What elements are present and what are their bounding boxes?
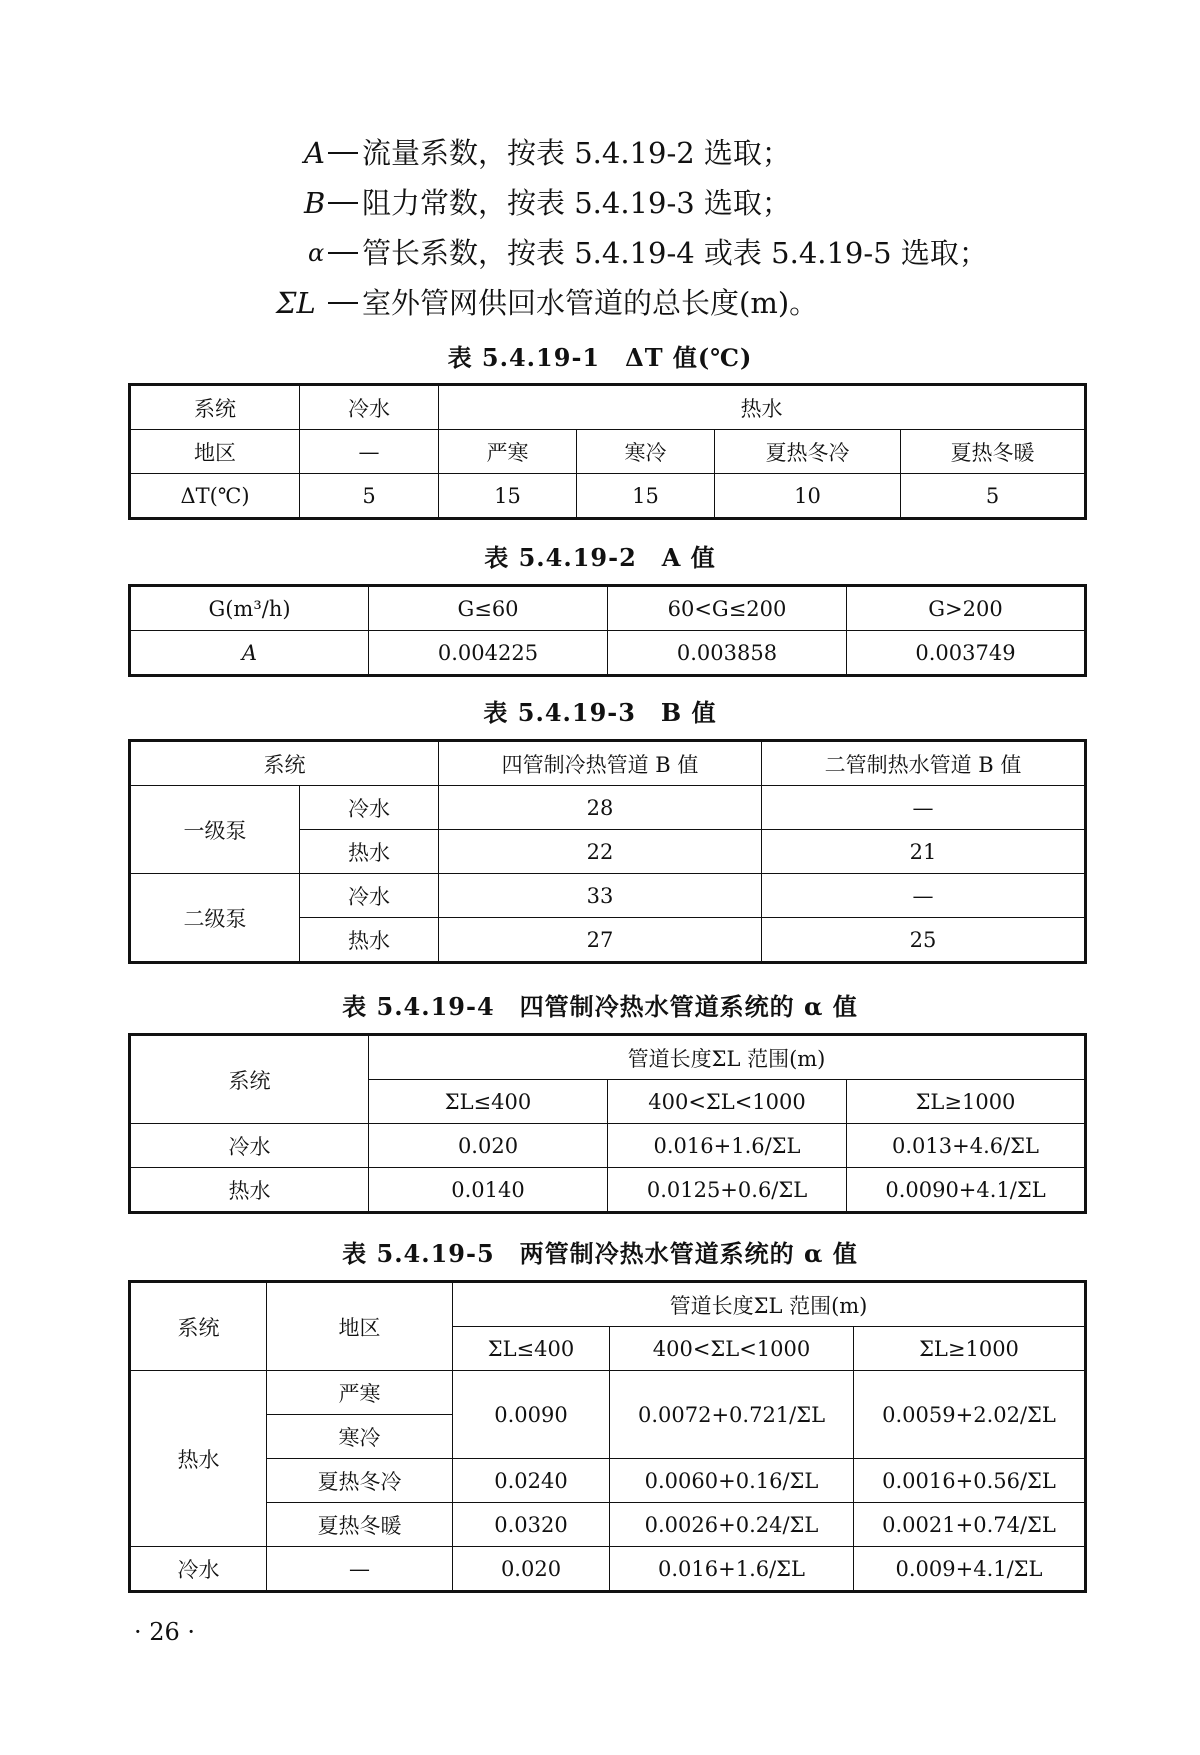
table-cell: ΣL≤400 xyxy=(453,1327,610,1371)
table-cell: 5 xyxy=(300,474,439,519)
table-cell: 60<G≤200 xyxy=(608,586,847,631)
table-cell: 0.0016+0.56/ΣL xyxy=(854,1459,1086,1503)
definition-text: 流量系数，按表 5.4.19-2 选取； xyxy=(362,136,791,170)
table-cell: 0.020 xyxy=(453,1547,610,1592)
table-cell: 系统 xyxy=(130,385,300,430)
table-row xyxy=(130,430,1086,474)
table-cell: 热水 xyxy=(130,1168,369,1213)
table-cell: 22 xyxy=(439,830,762,874)
definition-text: 室外管网供回水管道的总长度(m)。 xyxy=(362,286,819,320)
table-cell: 寒冷 xyxy=(267,1415,453,1459)
page-number: · 26 · xyxy=(134,1618,196,1646)
table-row xyxy=(130,786,1086,830)
table3-b-value xyxy=(128,739,1087,964)
table-cell: 管道长度ΣL 范围(m) xyxy=(453,1282,1086,1327)
table-row xyxy=(130,1371,1086,1415)
table-cell: 0.004225 xyxy=(369,631,608,676)
table1-caption: 表 5.4.19-1 ΔT 值(℃) xyxy=(447,343,753,372)
table-row xyxy=(130,586,1086,631)
table-cell: 冷水 xyxy=(300,786,439,830)
table2-caption: 表 5.4.19-2 A 值 xyxy=(484,543,716,572)
table-cell: 0.016+1.6/ΣL xyxy=(610,1547,854,1592)
table-cell: 严寒 xyxy=(267,1371,453,1415)
table-cell: 管道长度ΣL 范围(m) xyxy=(369,1035,1086,1080)
table-row xyxy=(130,874,1086,918)
table-cell: 15 xyxy=(577,474,715,519)
table-cell: 10 xyxy=(715,474,901,519)
table5-two-pipe-alpha xyxy=(128,1280,1087,1593)
table-cell: — xyxy=(762,786,1086,830)
definition-symbol: A xyxy=(304,136,325,170)
dash-rule xyxy=(328,302,358,304)
table4-four-pipe-alpha xyxy=(128,1033,1087,1214)
table-cell: 地区 xyxy=(267,1282,453,1371)
table-cell: 寒冷 xyxy=(577,430,715,474)
table-cell: 0.0240 xyxy=(453,1459,610,1503)
dash-rule xyxy=(328,202,358,204)
table-cell: 地区 xyxy=(130,430,300,474)
table-cell: 一级泵 xyxy=(130,786,300,874)
table-cell: 四管制冷热管道 B 值 xyxy=(439,741,762,786)
table-cell: G≤60 xyxy=(369,586,608,631)
definition-symbol: α xyxy=(308,239,325,267)
table-cell: 热水 xyxy=(300,918,439,963)
table-cell: 0.0026+0.24/ΣL xyxy=(610,1503,854,1547)
table-row xyxy=(130,385,1086,430)
table-cell: 0.020 xyxy=(369,1124,608,1168)
table-row xyxy=(130,1168,1086,1213)
table-cell: 夏热冬冷 xyxy=(267,1459,453,1503)
table-cell: — xyxy=(267,1547,453,1592)
definition-a xyxy=(270,128,1090,178)
table-cell: ΣL≥1000 xyxy=(854,1327,1086,1371)
table-cell: 0.003858 xyxy=(608,631,847,676)
definition-symbol: ΣL xyxy=(276,286,316,320)
table-cell: 33 xyxy=(439,874,762,918)
table-cell: 0.0021+0.74/ΣL xyxy=(854,1503,1086,1547)
table-cell: 冷水 xyxy=(130,1547,267,1592)
table5-caption: 表 5.4.19-5 两管制冷热水管道系统的 α 值 xyxy=(342,1239,858,1268)
table-cell: 冷水 xyxy=(300,874,439,918)
table-cell: 0.009+4.1/ΣL xyxy=(854,1547,1086,1592)
table-cell: ΔT(℃) xyxy=(130,474,300,519)
table-row xyxy=(130,1459,1086,1503)
dash-rule xyxy=(328,252,358,254)
table-row xyxy=(130,1035,1086,1080)
definition-alpha xyxy=(270,228,1090,278)
table-cell: 5 xyxy=(901,474,1086,519)
dash-rule xyxy=(328,152,358,154)
table-cell: — xyxy=(762,874,1086,918)
table-cell: 0.0090+4.1/ΣL xyxy=(847,1168,1086,1213)
table-cell: 夏热冬暖 xyxy=(267,1503,453,1547)
table-cell: 热水 xyxy=(439,385,1086,430)
table-cell: 0.016+1.6/ΣL xyxy=(608,1124,847,1168)
table3-caption: 表 5.4.19-3 B 值 xyxy=(483,698,717,727)
table-cell: 0.0125+0.6/ΣL xyxy=(608,1168,847,1213)
table-cell: 系统 xyxy=(130,1035,369,1124)
table-cell: 0.0060+0.16/ΣL xyxy=(610,1459,854,1503)
definition-symbol: B xyxy=(304,186,326,220)
table-cell: 0.0090 xyxy=(453,1371,610,1459)
table-cell: A xyxy=(130,631,369,676)
table-cell: 400<ΣL<1000 xyxy=(610,1327,854,1371)
table-cell: — xyxy=(300,430,439,474)
table-cell: 21 xyxy=(762,830,1086,874)
table-row xyxy=(130,1124,1086,1168)
table-cell: G>200 xyxy=(847,586,1086,631)
definition-text: 阻力常数，按表 5.4.19-3 选取； xyxy=(362,186,791,220)
definition-b xyxy=(270,178,1090,228)
table-row xyxy=(130,1282,1086,1327)
table-cell: 0.0059+2.02/ΣL xyxy=(854,1371,1086,1459)
definition-sum-l xyxy=(270,278,1090,328)
table-cell: 0.0320 xyxy=(453,1503,610,1547)
table1-delta-t xyxy=(128,383,1087,520)
table-row xyxy=(130,1503,1086,1547)
table-cell: 15 xyxy=(439,474,577,519)
table-cell: 冷水 xyxy=(300,385,439,430)
table-cell: 0.013+4.6/ΣL xyxy=(847,1124,1086,1168)
table-cell: 25 xyxy=(762,918,1086,963)
table-cell: 0.0072+0.721/ΣL xyxy=(610,1371,854,1459)
table-row xyxy=(130,474,1086,519)
table-row xyxy=(130,741,1086,786)
table-cell: ΣL≤400 xyxy=(369,1080,608,1124)
table-cell: 0.0140 xyxy=(369,1168,608,1213)
table2-a-value xyxy=(128,584,1087,677)
table-cell: 400<ΣL<1000 xyxy=(608,1080,847,1124)
table-cell: 系统 xyxy=(130,741,439,786)
definition-text: 管长系数，按表 5.4.19-4 或表 5.4.19-5 选取； xyxy=(362,236,988,270)
table-cell: 28 xyxy=(439,786,762,830)
table-cell: 夏热冬暖 xyxy=(901,430,1086,474)
table-cell: 二管制热水管道 B 值 xyxy=(762,741,1086,786)
table4-caption: 表 5.4.19-4 四管制冷热水管道系统的 α 值 xyxy=(342,992,858,1021)
table-row xyxy=(130,1547,1086,1592)
table-cell: 二级泵 xyxy=(130,874,300,963)
table-cell: 夏热冬冷 xyxy=(715,430,901,474)
table-cell: 0.003749 xyxy=(847,631,1086,676)
table-cell: 系统 xyxy=(130,1282,267,1371)
table-cell: G(m³/h) xyxy=(130,586,369,631)
table-row xyxy=(130,631,1086,676)
table-cell: 27 xyxy=(439,918,762,963)
table-cell: 严寒 xyxy=(439,430,577,474)
table-cell: 冷水 xyxy=(130,1124,369,1168)
table-cell: 热水 xyxy=(130,1371,267,1547)
symbol-definitions xyxy=(270,128,1090,328)
table-cell: 热水 xyxy=(300,830,439,874)
table-cell: ΣL≥1000 xyxy=(847,1080,1086,1124)
